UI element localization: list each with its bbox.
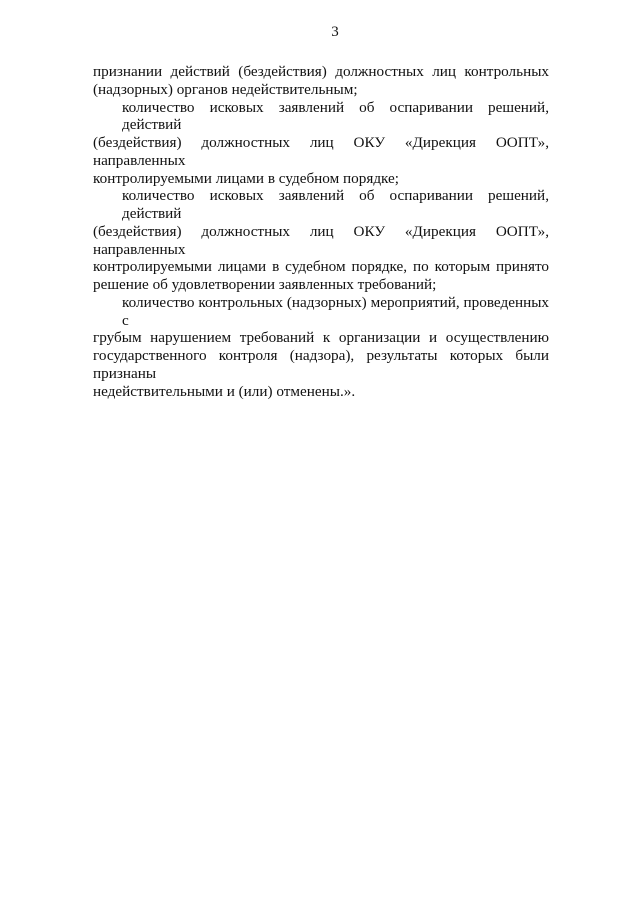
text-line: контролируемыми лицами в судебном порядке, по которым принято (93, 258, 549, 276)
text-line: (надзорных) органов недействительным; (93, 80, 358, 98)
text-line: грубым нарушением требований к организации и осуществлению (93, 329, 549, 347)
paragraph (93, 63, 549, 99)
text-line: решение об удовлетворении заявленных требований; (93, 276, 437, 293)
text-line: недействительными и (или) отменены.». (93, 382, 356, 400)
text-line: (бездействия) должностных лиц ОКУ «Дирекция ООПТ», направленных (93, 222, 549, 258)
document-body (93, 63, 549, 400)
paragraph (93, 294, 549, 401)
text-line: государственного контроля (надзора), результаты которых были признаны (93, 347, 549, 382)
text-line: (бездействия) должностных лиц ОКУ «Дирекция ООПТ», направленных (93, 134, 549, 169)
text-line: количество исковых заявлений об оспаривании решений, действий (122, 187, 549, 222)
text-line: контролируемыми лицами в судебном порядке; (93, 169, 400, 187)
text-line: количество исковых заявлений об оспаривании решений, действий (122, 98, 549, 134)
text-line: количество контрольных (надзорных) мероприятий, проведенных с (122, 293, 549, 329)
page-number: 3 (331, 24, 339, 40)
paragraph (93, 99, 549, 188)
paragraph (93, 187, 549, 294)
text-line: признании действий (бездействия) должностных лиц контрольных (93, 63, 549, 80)
